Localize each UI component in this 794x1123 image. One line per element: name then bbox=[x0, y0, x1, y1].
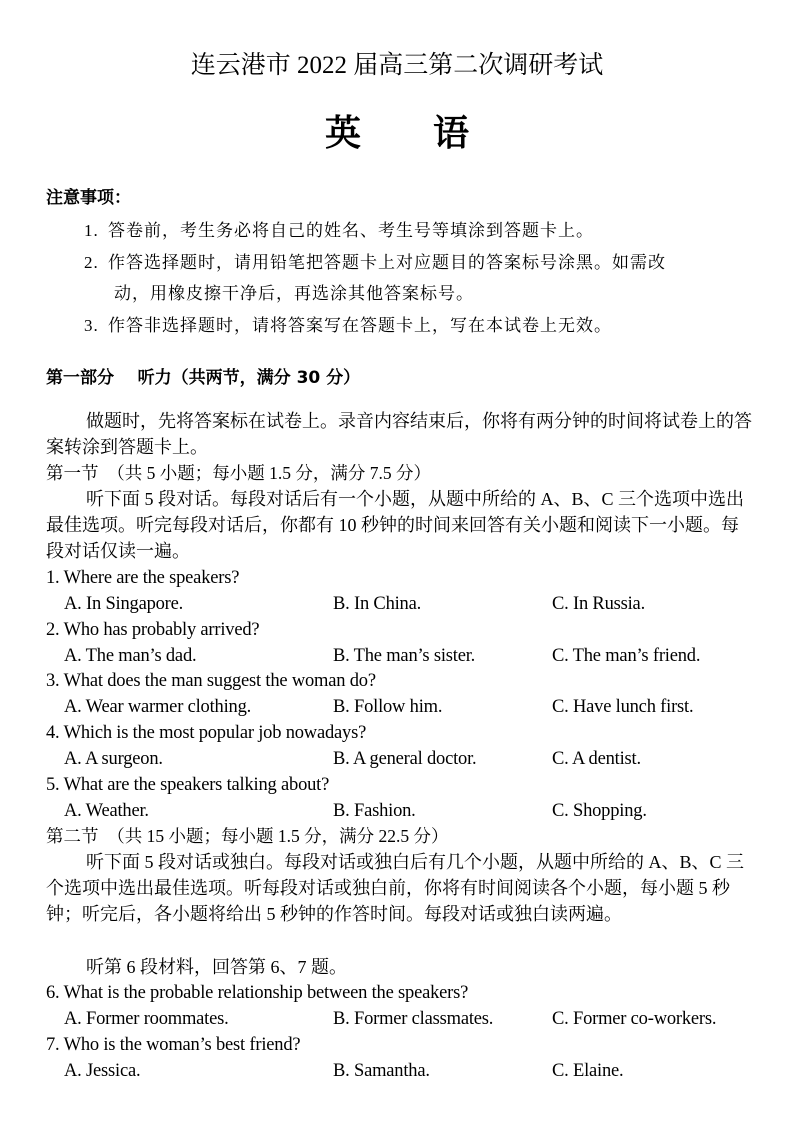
question-4-option-c: C. A dentist. bbox=[552, 749, 641, 769]
notice-item-text: 答卷前，考生务必将自己的姓名、考生号等填涂到答题卡上。 bbox=[108, 221, 594, 240]
question-7-stem: 7. Who is the woman’s best friend? bbox=[46, 1035, 301, 1055]
notice-item-3 bbox=[84, 313, 774, 339]
question-7-option-b: B. Samantha. bbox=[333, 1061, 430, 1081]
section1-heading: 第一节 （共 5 小题；每小题 1.5 分，满分 7.5 分） bbox=[46, 463, 431, 483]
section2-heading: 第二节 （共 15 小题；每小题 1.5 分，满分 22.5 分） bbox=[46, 826, 449, 846]
notice-item-2 bbox=[84, 250, 774, 276]
question-1-option-c: C. In Russia. bbox=[552, 594, 645, 614]
material-note: 听第 6 段材料，回答第 6、7 题。 bbox=[86, 957, 347, 977]
question-7-option-a: A. Jessica. bbox=[64, 1061, 141, 1081]
question-4-option-a: A. A surgeon. bbox=[64, 749, 163, 769]
question-3-option-b: B. Follow him. bbox=[333, 697, 443, 717]
question-3-option-c: C. Have lunch first. bbox=[552, 697, 694, 717]
question-3-option-a: A. Wear warmer clothing. bbox=[64, 697, 252, 717]
question-2-option-c: C. The man’s friend. bbox=[552, 646, 701, 666]
question-5-stem: 5. What are the speakers talking about? bbox=[46, 775, 330, 795]
part1-instructions: 做题时，先将答案标在试卷上。录音内容结束后，你将有两分钟的时间将试卷上的答案转涂到答题卡上。 bbox=[46, 411, 752, 457]
question-2-option-b: B. The man’s sister. bbox=[333, 646, 476, 666]
notice-item-number: 2. bbox=[84, 253, 99, 272]
section2-instructions: 听下面 5 段对话或独白。每段对话或独白后有几个小题，从题中所给的 A、B、C 三个选项中选出最佳选项。听每段对话或独白前，你将有时间阅读各个小题，每小题 5 秒钟；听完后，各小题将给出 5 秒钟的作答时间。每段对话或独白读两遍。 bbox=[46, 852, 745, 924]
question-6-option-c: C. Former co-workers. bbox=[552, 1009, 717, 1029]
notice-item-text: 作答选择题时，请用铅笔把答题卡上对应题目的答案标号涂黑。如需改 bbox=[108, 253, 666, 272]
question-7-option-c: C. Elaine. bbox=[552, 1061, 624, 1081]
question-4-option-b: B. A general doctor. bbox=[333, 749, 477, 769]
part1-heading: 第一部分 听力（共两节，满分 30 分） bbox=[46, 368, 361, 388]
question-6-option-b: B. Former classmates. bbox=[333, 1009, 494, 1029]
subject-title: 英语 bbox=[324, 113, 541, 154]
question-5-option-c: C. Shopping. bbox=[552, 801, 647, 821]
question-2-option-a: A. The man’s dad. bbox=[64, 646, 197, 666]
question-5-option-a: A. Weather. bbox=[64, 801, 149, 821]
exam-title: 连云港市 2022 届高三第二次调研考试 bbox=[190, 52, 604, 79]
notice-item-2-continued bbox=[84, 281, 794, 307]
notice-item-1 bbox=[84, 218, 774, 244]
section1-instructions: 听下面 5 段对话。每段对话后有一个小题，从题中所给的 A、B、C 三个选项中选出最佳选项。听完每段对话后，你都有 10 秒钟的时间来回答有关小题和阅读下一小题。每段对话仅读一遍。 bbox=[46, 489, 745, 561]
notice-item-text: 作答非选择题时，请将答案写在答题卡上，写在本试卷上无效。 bbox=[108, 316, 612, 335]
question-4-stem: 4. Which is the most popular job nowadays? bbox=[46, 723, 367, 743]
question-2-stem: 2. Who has probably arrived? bbox=[46, 620, 260, 640]
question-6-option-a: A. Former roommates. bbox=[64, 1009, 229, 1029]
notice-item-number: 3. bbox=[84, 316, 99, 335]
question-3-stem: 3. What does the man suggest the woman do? bbox=[46, 671, 376, 691]
notice-heading: 注意事项： bbox=[46, 188, 131, 208]
notice-item-number: 1. bbox=[84, 221, 99, 240]
question-1-option-a: A. In Singapore. bbox=[64, 594, 184, 614]
question-1-stem: 1. Where are the speakers? bbox=[46, 568, 240, 588]
question-6-stem: 6. What is the probable relationship between the speakers? bbox=[46, 983, 469, 1003]
question-1-option-b: B. In China. bbox=[333, 594, 422, 614]
notice-item-text: 动，用橡皮擦干净后，再选涂其他答案标号。 bbox=[114, 284, 474, 303]
question-5-option-b: B. Fashion. bbox=[333, 801, 416, 821]
